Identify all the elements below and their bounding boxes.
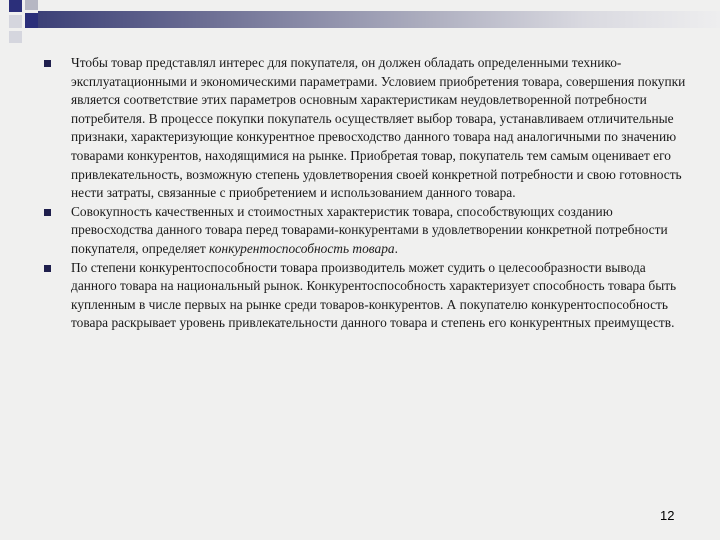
bullet-item-2: [44, 203, 694, 259]
header-gradient-band: [38, 11, 720, 28]
bullet-emphasis: конкурентоспособность товара: [209, 240, 395, 256]
deco-square-navy: [9, 0, 22, 12]
deco-square-gray: [25, 0, 38, 10]
bullet-text-end: .: [394, 240, 398, 256]
deco-square-navy-2: [25, 13, 38, 28]
bullet-item-1: [44, 54, 694, 203]
bullet-text: По степени конкурентоспособности товара производитель может судить о целесообразности вывода данного товара на национальный рынок. Конкурентоспособность характеризует способность товара быть купленным в числе первых на рынке среди товаров-конкурентов. А покупателю конкурентоспособность товара раскрывает уровень привлекательности данного товара и степень его конкурентных преимуществ.: [71, 259, 677, 331]
bullet-item-3: [44, 259, 694, 333]
square-bullet-icon: [44, 209, 51, 216]
page-number: 12: [660, 508, 675, 523]
square-bullet-icon: [44, 60, 51, 67]
bullet-text: Чтобы товар представлял интерес для покупателя, он должен обладать определенными технико-эксплуатационными и экономическими параметрами. Условием приобретения товара, совершения покупки является соответствие этих параметров основным характеристикам неудовлетворенной потребности потребителя. В процессе покупки покупатель осуществляет выбор товара, устанавливаем отличительные признаки, характеризующие конкурентное превосходство данного товара над аналогичными по значению товарами конкурентов, находящимися на рынке. Приобретая товар, покупатель тем самым оценивает его привлекательность, возможную степень удовлетворения своей конкретной потребности и свою готовность нести затраты, связанные с приобретением и использованием данного товара.: [71, 55, 686, 201]
deco-square-light: [9, 15, 22, 28]
bullet-text: Совокупность качественных и стоимостных характеристик товара, способствующих созданию превосходства данного товара перед товарами-конкурентами в удовлетворении конкретной потребности покупателя, определяет: [71, 203, 668, 256]
deco-square-light-2: [9, 31, 22, 43]
square-bullet-icon: [44, 265, 51, 272]
slide-content: [44, 54, 694, 333]
